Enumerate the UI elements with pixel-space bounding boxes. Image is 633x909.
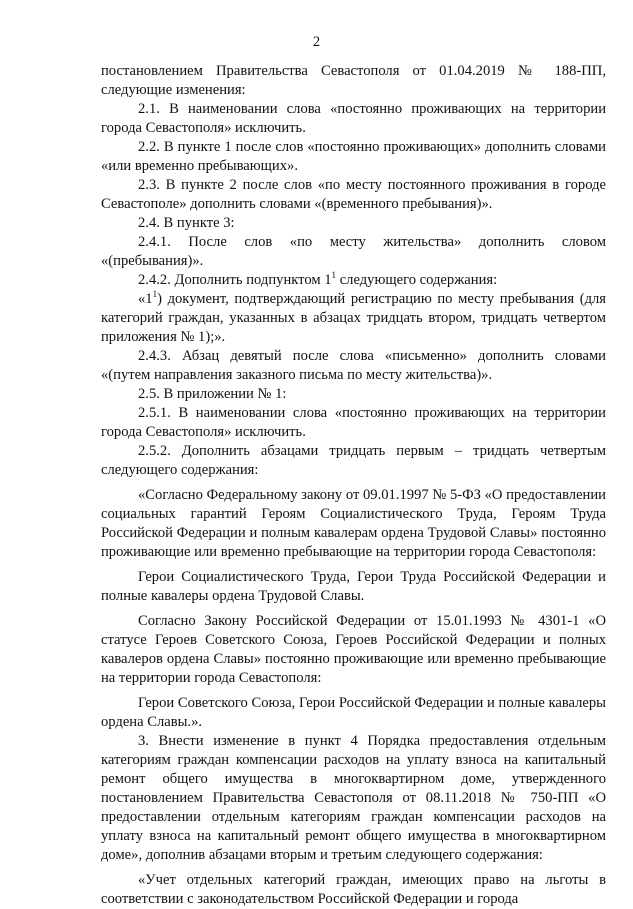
paragraph-heroes-labor: Герои Социалистического Труда, Герои Труда Российской Федерации и полные кавалеры ордена Трудовой Славы.	[101, 569, 606, 604]
subitem-tail: ) документ, подтверждающий регистрацию по месту пребывания (для категорий граждан, указанных в абзацах тридцать втором, тридцать четвертом приложения № 1);».	[101, 291, 606, 345]
document-body	[101, 62, 606, 909]
paragraph-2-1: 2.1. В наименовании слова «постоянно проживающих на территории города Севастополя» исключить.	[101, 101, 606, 136]
paragraph-2-4: 2.4. В пункте 3:	[138, 215, 235, 231]
paragraph-federal-law: «Согласно Федеральному закону от 09.01.1997 № 5-ФЗ «О предоставлении социальных гарантий Героям Социалистического Труда, Героям Труда Российской Федерации и полным кавалерам ордена Трудовой Славы» постоянно проживающие или временно пребывающие на территории города Севастополя:	[101, 487, 606, 560]
paragraph-heroes-soviet: Герои Советского Союза, Герои Российской Федерации и полные кавалеры ордена Славы.».	[101, 695, 606, 730]
paragraph-2-3: 2.3. В пункте 2 после слов «по месту постоянного проживания в городе Севастополе» дополнить словами «(временного пребывания)».	[101, 177, 606, 212]
paragraph-2-4-3: 2.4.3. Абзац девятый после слова «письменно» дополнить словами «(путем направления заказного письма по месту жительства)».	[101, 348, 606, 383]
paragraph-2-2: 2.2. В пункте 1 после слов «постоянно проживающих» дополнить словами «или временно пребывающих».	[101, 139, 606, 174]
paragraph-2-5-2: 2.5.2. Дополнить абзацами тридцать первым – тридцать четвертым следующего содержания:	[101, 443, 606, 478]
paragraph-subitem-1-1	[101, 290, 606, 347]
paragraph-2-5-1: 2.5.1. В наименовании слова «постоянно проживающих на территории города Севастополя» исключить.	[101, 405, 606, 440]
page-number: 2	[312, 34, 321, 50]
paragraph-2-4-2-tail: следующего содержания:	[336, 272, 498, 288]
paragraph-3: 3. Внести изменение в пункт 4 Порядка предоставления отдельным категориям граждан компенсации расходов на уплату взноса на капитальный ремонт общего имущества в многоквартирном доме, утвержденного постановлением Правительства Севастополя от 08.11.2018 № 750-ПП «О предоставлении отдельным категориям граждан компенсации расходов на уплату взноса на капитальный ремонт общего имущества в многоквартирном доме», дополнив абзацами вторым и третьим следующего содержания:	[101, 733, 606, 863]
paragraph-accounting: «Учет отдельных категорий граждан, имеющих право на льготы в соответствии с законодательством Российской Федерации и города	[101, 872, 606, 907]
superscript: 1	[331, 270, 337, 280]
paragraph-2-5: 2.5. В приложении № 1:	[138, 386, 287, 402]
paragraph-russian-law: Согласно Закону Российской Федерации от 15.01.1993 № 4301-1 «О статусе Героев Советского Союза, Героев Российской Федерации и полных кавалеров ордена Славы» постоянно проживающие или временно пребывающие на территории города Севастополя:	[101, 613, 606, 686]
paragraph-intro: постановлением Правительства Севастополя от 01.04.2019 № 188-ПП, следующие изменения:	[101, 63, 606, 98]
superscript: 1	[152, 289, 158, 299]
paragraph-2-4-2	[101, 271, 606, 290]
paragraph-2-4-1: 2.4.1. После слов «по месту жительства» дополнить словом «(пребывания)».	[101, 234, 606, 269]
paragraph-2-4-2-lead: 2.4.2. Дополнить подпунктом 1	[138, 272, 332, 288]
subitem-lead: «1	[138, 291, 153, 307]
